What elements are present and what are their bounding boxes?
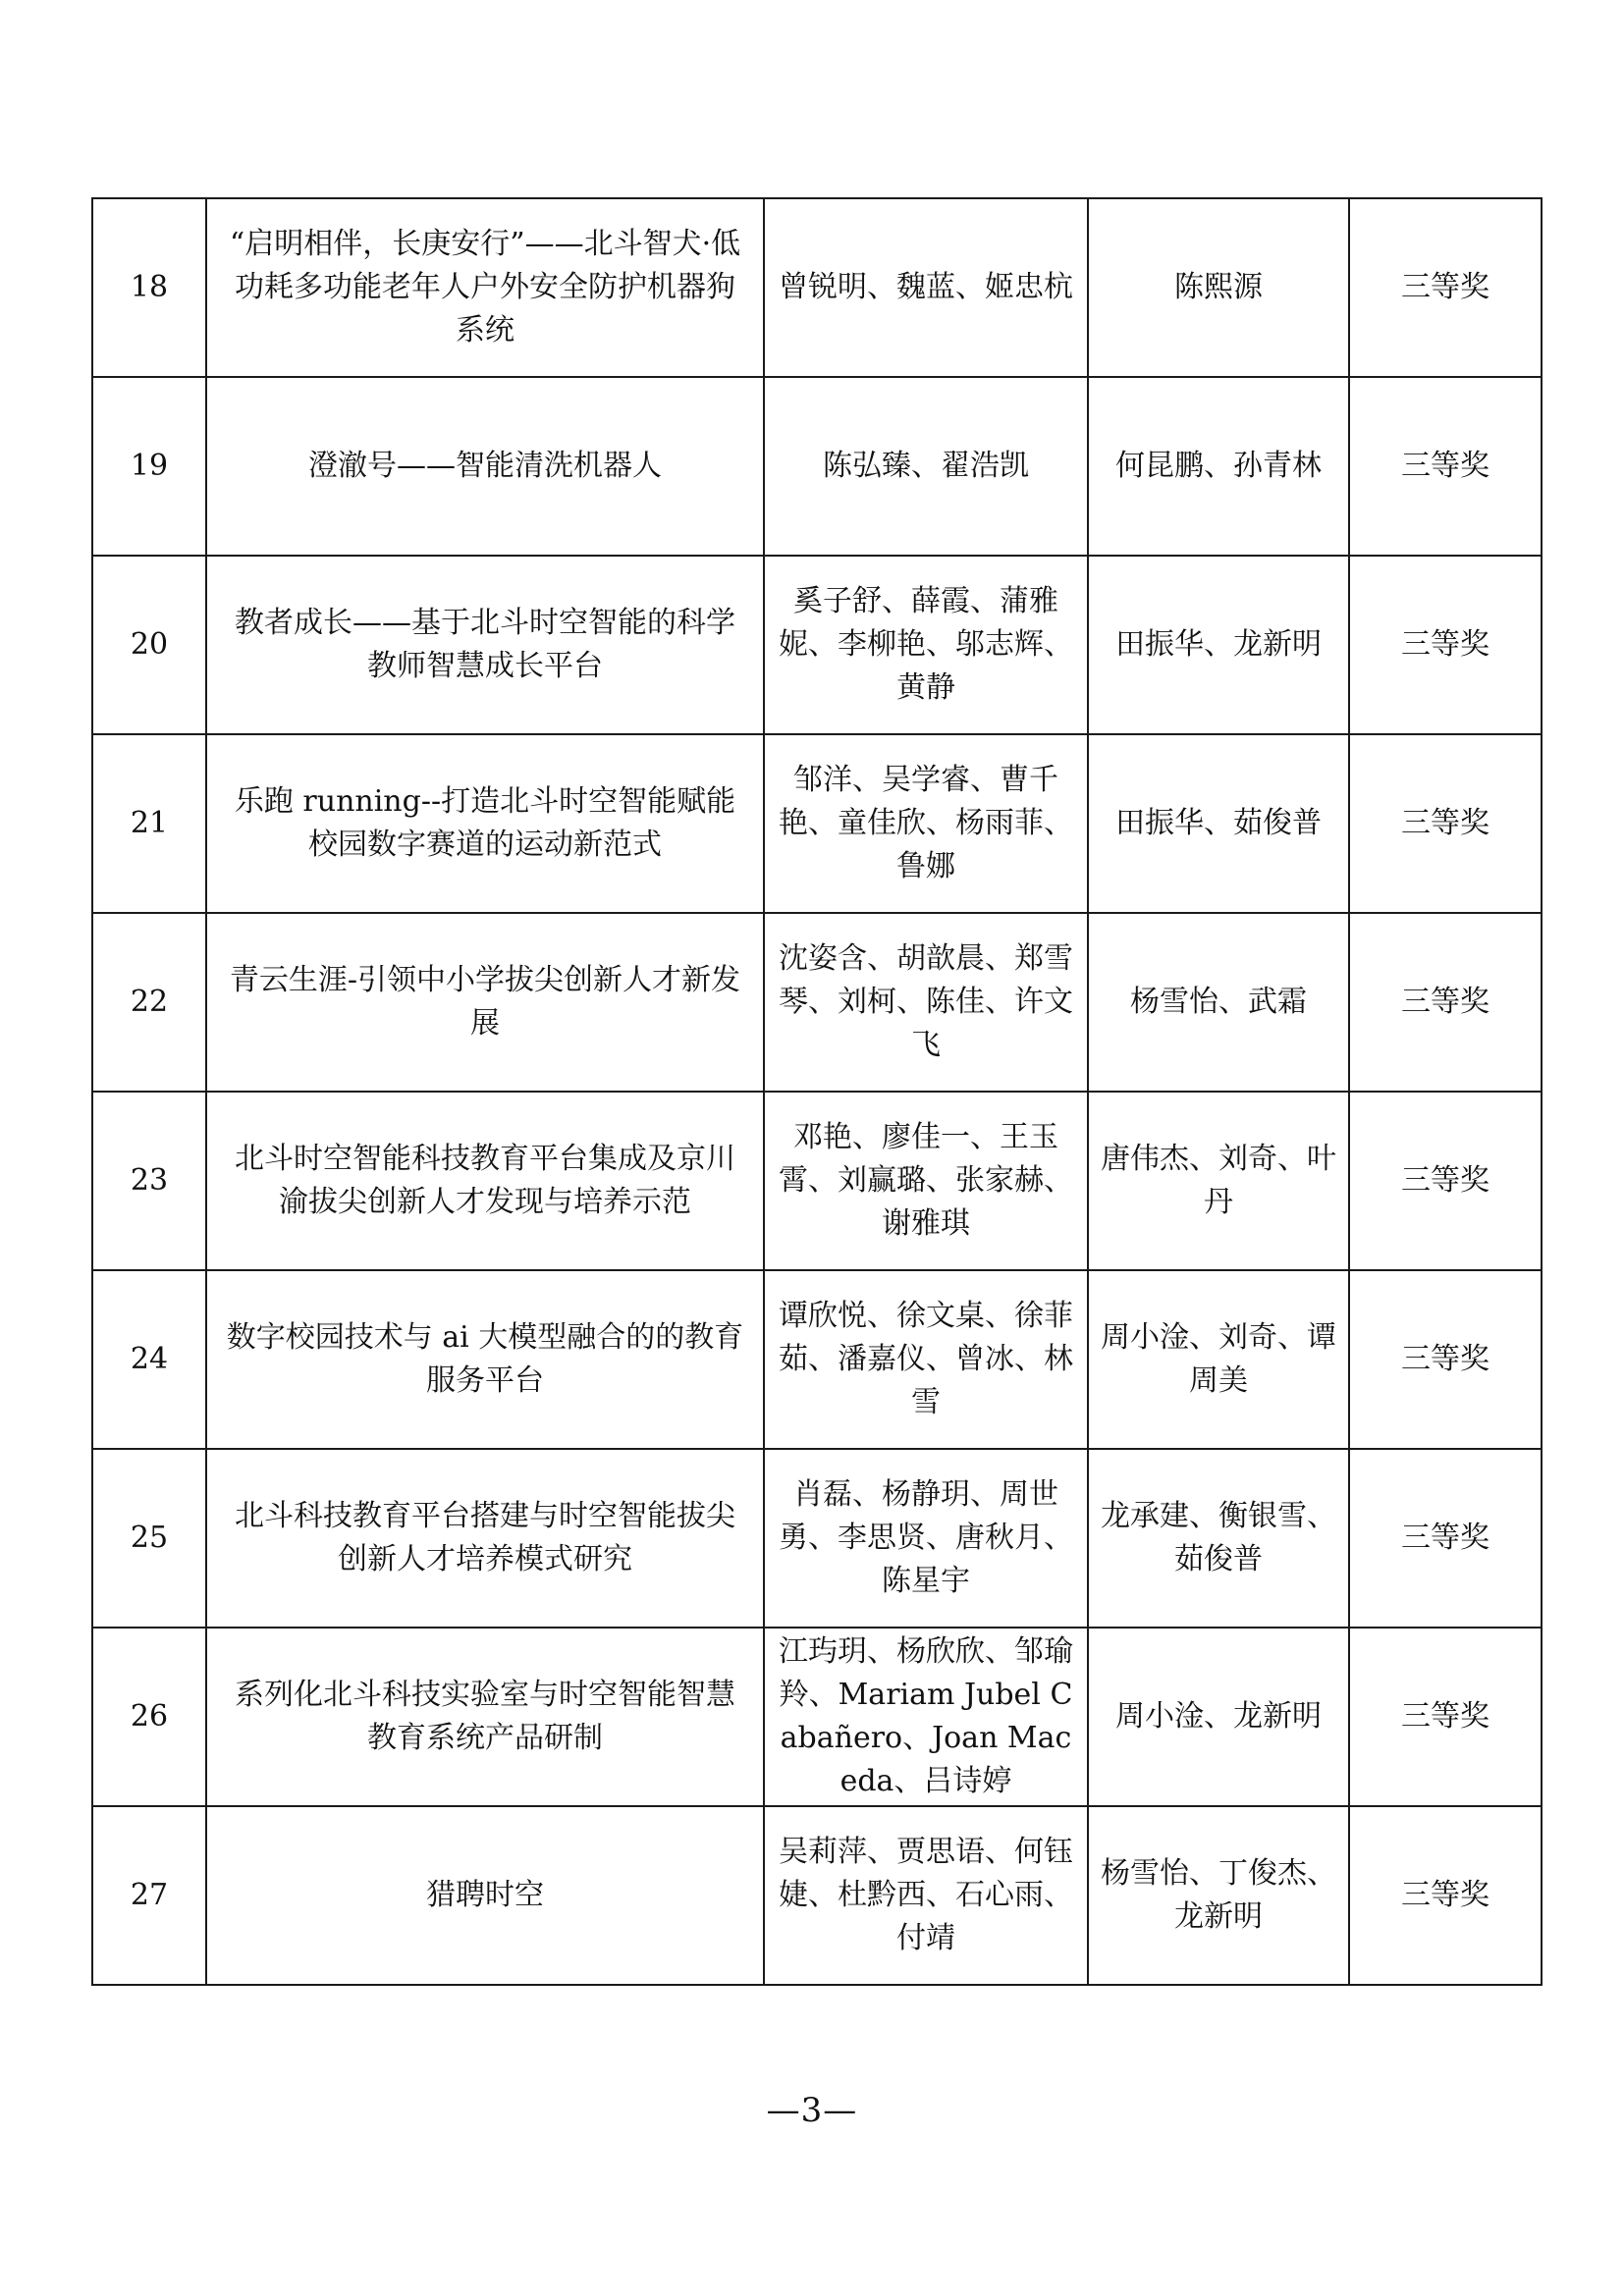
award-level: 三等奖 <box>1349 198 1542 377</box>
project-title: 乐跑 running--打造北斗时空智能赋能校园数字赛道的运动新范式 <box>206 734 764 913</box>
award-level: 三等奖 <box>1349 734 1542 913</box>
team-members: 肖磊、杨静玥、周世勇、李思贤、唐秋月、陈星宇 <box>764 1449 1088 1628</box>
page-number: —3— <box>766 2091 858 2130</box>
team-members: 邓艳、廖佳一、王玉霄、刘赢璐、张家赫、谢雅琪 <box>764 1092 1088 1270</box>
project-title: 教者成长——基于北斗时空智能的科学教师智慧成长平台 <box>206 556 764 734</box>
table-row <box>92 198 1542 377</box>
project-title: 北斗时空智能科技教育平台集成及京川渝拔尖创新人才发现与培养示范 <box>206 1092 764 1270</box>
award-level: 三等奖 <box>1349 1092 1542 1270</box>
table-row <box>92 1270 1542 1449</box>
team-members: 曾锐明、魏蓝、姬忠杭 <box>764 198 1088 377</box>
team-members: 沈姿含、胡歆晨、郑雪琴、刘柯、陈佳、许文飞 <box>764 913 1088 1092</box>
advisors: 田振华、茹俊普 <box>1088 734 1349 913</box>
advisors: 唐伟杰、刘奇、叶丹 <box>1088 1092 1349 1270</box>
table-row <box>92 556 1542 734</box>
award-level: 三等奖 <box>1349 377 1542 556</box>
team-members: 吴莉萍、贾思语、何钰婕、杜黔西、石心雨、付靖 <box>764 1806 1088 1985</box>
team-members: 谭欣悦、徐文桌、徐菲茹、潘嘉仪、曾冰、林雪 <box>764 1270 1088 1449</box>
table-row <box>92 1806 1542 1985</box>
award-level: 三等奖 <box>1349 1628 1542 1806</box>
row-number: 20 <box>92 556 206 734</box>
award-level: 三等奖 <box>1349 556 1542 734</box>
table-row <box>92 734 1542 913</box>
row-number: 26 <box>92 1628 206 1806</box>
advisors: 田振华、龙新明 <box>1088 556 1349 734</box>
row-number: 23 <box>92 1092 206 1270</box>
project-title: 数字校园技术与 ai 大模型融合的的教育服务平台 <box>206 1270 764 1449</box>
project-title: 系列化北斗科技实验室与时空智能智慧教育系统产品研制 <box>206 1628 764 1806</box>
row-number: 25 <box>92 1449 206 1628</box>
row-number: 24 <box>92 1270 206 1449</box>
row-number: 19 <box>92 377 206 556</box>
project-title: 猎聘时空 <box>206 1806 764 1985</box>
row-number: 21 <box>92 734 206 913</box>
row-number: 22 <box>92 913 206 1092</box>
row-number: 27 <box>92 1806 206 1985</box>
advisors: 杨雪怡、丁俊杰、龙新明 <box>1088 1806 1349 1985</box>
table-row <box>92 913 1542 1092</box>
team-members: 邹洋、吴学睿、曹千艳、童佳欣、杨雨菲、鲁娜 <box>764 734 1088 913</box>
project-title: 青云生涯-引领中小学拔尖创新人才新发展 <box>206 913 764 1092</box>
table-row <box>92 1628 1542 1806</box>
team-members: 江玙玥、杨欣欣、邹瑜羚、Mariam Jubel Cabañero、Joan Maceda、吕诗婷 <box>764 1628 1088 1806</box>
award-table <box>91 197 1543 1986</box>
advisors: 陈熙源 <box>1088 198 1349 377</box>
award-level: 三等奖 <box>1349 1806 1542 1985</box>
row-number: 18 <box>92 198 206 377</box>
advisors: 杨雪怡、武霜 <box>1088 913 1349 1092</box>
team-members: 奚子舒、薛霞、蒲雅妮、李柳艳、邬志辉、黄静 <box>764 556 1088 734</box>
advisors: 周小淦、刘奇、谭周美 <box>1088 1270 1349 1449</box>
advisors: 周小淦、龙新明 <box>1088 1628 1349 1806</box>
advisors: 何昆鹏、孙青林 <box>1088 377 1349 556</box>
award-level: 三等奖 <box>1349 1270 1542 1449</box>
team-members: 陈弘臻、翟浩凯 <box>764 377 1088 556</box>
project-title: 澄澈号——智能清洗机器人 <box>206 377 764 556</box>
table-row <box>92 1092 1542 1270</box>
project-title: “启明相伴，长庚安行”——北斗智犬·低功耗多功能老年人户外安全防护机器狗系统 <box>206 198 764 377</box>
table-row <box>92 377 1542 556</box>
award-level: 三等奖 <box>1349 913 1542 1092</box>
advisors: 龙承建、衡银雪、茹俊普 <box>1088 1449 1349 1628</box>
table-row <box>92 1449 1542 1628</box>
project-title: 北斗科技教育平台搭建与时空智能拔尖创新人才培养模式研究 <box>206 1449 764 1628</box>
award-level: 三等奖 <box>1349 1449 1542 1628</box>
